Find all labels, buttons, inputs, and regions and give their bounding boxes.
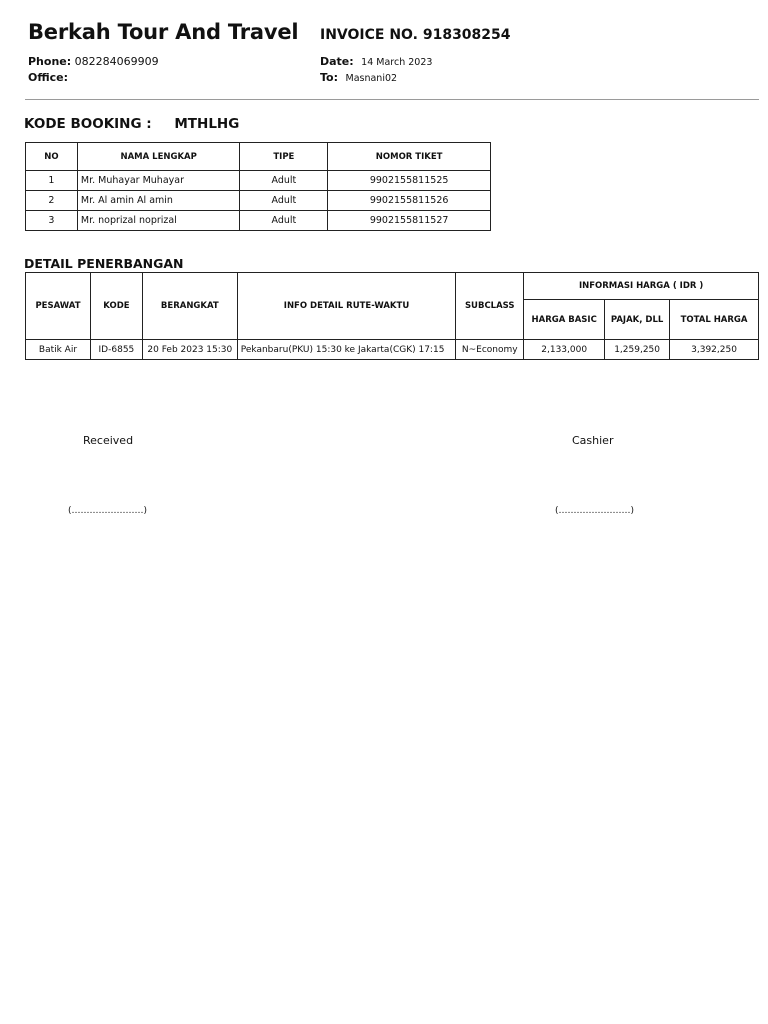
date-value: 14 March 2023 — [361, 57, 433, 68]
passenger-header-row — [26, 143, 491, 171]
col-berangkat: BERANGKAT — [142, 273, 237, 340]
col-tiket: NOMOR TIKET — [328, 143, 491, 171]
table-row — [26, 171, 491, 191]
cell-nama: Mr. Muhayar Muhayar — [77, 171, 240, 191]
office-label: Office: — [28, 71, 68, 84]
cell-tipe: Adult — [240, 191, 328, 211]
flight-table — [25, 272, 759, 360]
cell-tipe: Adult — [240, 171, 328, 191]
booking-label: KODE BOOKING : — [24, 116, 152, 132]
col-harga-basic: HARGA BASIC — [524, 300, 605, 340]
cell-subclass: N~Economy — [456, 340, 524, 360]
received-label: Received — [83, 434, 134, 447]
col-info-rute: INFO DETAIL RUTE-WAKTU — [237, 273, 456, 340]
table-row — [26, 191, 491, 211]
phone-line — [28, 55, 159, 68]
cell-kode: ID-6855 — [90, 340, 142, 360]
cell-tiket: 9902155811526 — [328, 191, 491, 211]
table-row — [26, 211, 491, 231]
cashier-label: Cashier — [572, 434, 614, 447]
company-name: Berkah Tour And Travel — [28, 20, 299, 44]
flight-header-row — [26, 273, 759, 300]
cell-berangkat: 20 Feb 2023 15:30 — [142, 340, 237, 360]
col-kode: KODE — [90, 273, 142, 340]
cell-nama: Mr. noprizal noprizal — [77, 211, 240, 231]
cell-harga-basic: 2,133,000 — [524, 340, 605, 360]
cell-tiket: 9902155811525 — [328, 171, 491, 191]
col-informasi-harga: INFORMASI HARGA ( IDR ) — [524, 273, 759, 300]
cashier-signature-line: (……………………) — [555, 506, 635, 516]
cell-tiket: 9902155811527 — [328, 211, 491, 231]
col-total-harga: TOTAL HARGA — [670, 300, 759, 340]
invoice-value: 918308254 — [422, 27, 511, 43]
col-no: NO — [26, 143, 78, 171]
office-line — [28, 71, 68, 84]
cell-nama: Mr. Al amin Al amin — [77, 191, 240, 211]
col-subclass: SUBCLASS — [456, 273, 524, 340]
to-line — [320, 71, 397, 84]
header-divider — [25, 99, 759, 100]
cell-no: 3 — [26, 211, 78, 231]
flight-detail-title: DETAIL PENERBANGAN — [24, 256, 184, 271]
to-label: To: — [320, 71, 338, 84]
cell-info-rute: Pekanbaru(PKU) 15:30 ke Jakarta(CGK) 17:15 — [237, 340, 456, 360]
cell-tipe: Adult — [240, 211, 328, 231]
cell-no: 1 — [26, 171, 78, 191]
received-signature-line: (……………………) — [68, 506, 148, 516]
invoice-number — [320, 27, 511, 43]
to-value: Masnani02 — [345, 73, 398, 84]
cell-pajak: 1,259,250 — [605, 340, 670, 360]
invoice-label: INVOICE NO. — [320, 27, 418, 43]
cell-pesawat: Batik Air — [26, 340, 91, 360]
col-pesawat: PESAWAT — [26, 273, 91, 340]
date-label: Date: — [320, 55, 354, 68]
booking-value: MTHLHG — [174, 116, 240, 132]
cell-total-harga: 3,392,250 — [670, 340, 759, 360]
col-tipe: TIPE — [240, 143, 328, 171]
col-pajak: PAJAK, DLL — [605, 300, 670, 340]
table-row — [26, 340, 759, 360]
date-line — [320, 55, 432, 68]
col-nama: NAMA LENGKAP — [77, 143, 240, 171]
phone-label: Phone: — [28, 55, 72, 68]
booking-code — [24, 116, 239, 132]
phone-value: 082284069909 — [74, 55, 159, 68]
cell-no: 2 — [26, 191, 78, 211]
passenger-table — [25, 142, 491, 231]
